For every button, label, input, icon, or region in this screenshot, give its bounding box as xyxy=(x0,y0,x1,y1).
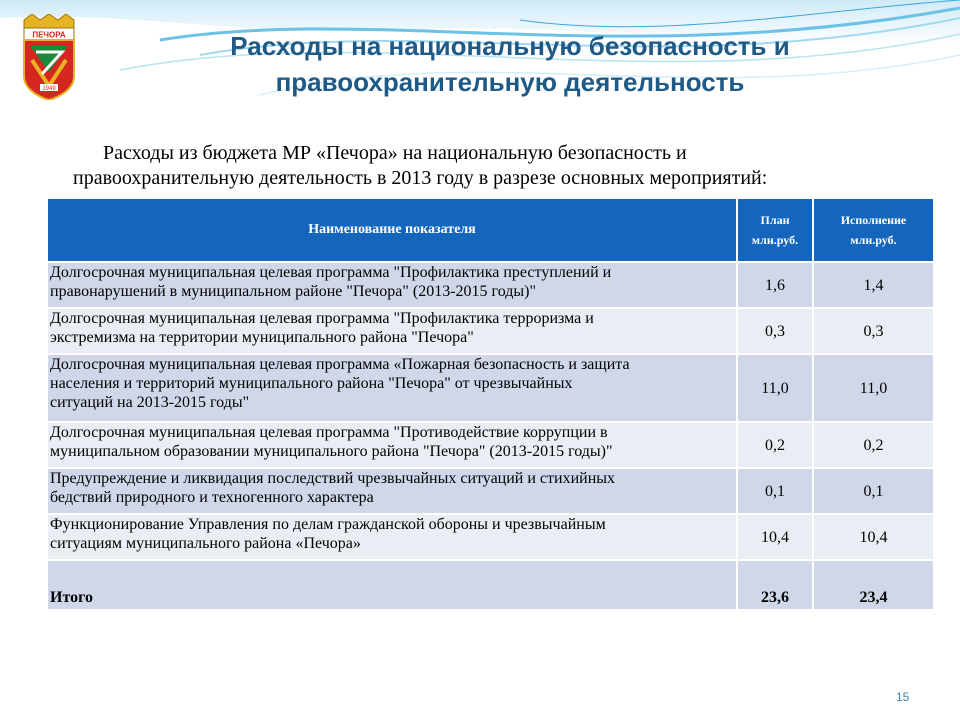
slide-title xyxy=(130,28,890,100)
table-caption-line-1: Расходы из бюджета МР «Печора» на национальную безопасность и xyxy=(103,142,687,164)
row-plan-value: 10,4 xyxy=(737,514,813,560)
slide-title-line-2: правоохранительную деятельность xyxy=(275,67,745,97)
svg-text:1949: 1949 xyxy=(42,86,56,92)
table-row xyxy=(48,514,934,560)
row-indicator-name xyxy=(48,308,737,354)
header-execution-line-1: Исполнение xyxy=(840,213,907,227)
row-indicator-name-line: Долгосрочная муниципальная целевая программа "Профилактика преступлений и xyxy=(50,264,612,281)
row-indicator-name-line: ситуациям муниципального района «Печора» xyxy=(50,535,361,552)
svg-text:ПЕЧОРА: ПЕЧОРА xyxy=(32,30,66,40)
table-header-row xyxy=(48,199,934,262)
slide-title-line-1: Расходы на национальную безопасность и xyxy=(230,31,790,61)
header-plan: План млн.руб. xyxy=(737,199,813,262)
row-plan-value: 0,3 xyxy=(737,308,813,354)
row-indicator-name xyxy=(48,468,737,514)
row-indicator-name xyxy=(48,262,737,308)
row-indicator-name-line: бедствий природного и техногенного характера xyxy=(50,489,374,506)
row-execution-value: 11,0 xyxy=(813,354,934,422)
row-indicator-name xyxy=(48,422,737,468)
row-plan-value: 11,0 xyxy=(737,354,813,422)
row-indicator-name-line: Функционирование Управления по делам гражданской обороны и чрезвычайным xyxy=(50,516,606,533)
row-indicator-name-line: Долгосрочная муниципальная целевая программа "Противодействие коррупции в xyxy=(50,424,608,441)
row-indicator-name-line: муниципальном образовании муниципального района "Печора" (2013-2015 годы)" xyxy=(50,443,613,460)
row-plan-value: 1,6 xyxy=(737,262,813,308)
row-indicator-name xyxy=(48,354,737,422)
row-indicator-name-line: экстремизма на территории муниципального района "Печора" xyxy=(50,329,474,346)
row-indicator-name-line: ситуаций на 2013-2015 годы" xyxy=(50,394,250,411)
table-caption xyxy=(60,141,930,191)
expenses-table xyxy=(48,199,935,611)
pechora-coat-of-arms-logo xyxy=(18,14,80,100)
row-execution-value: 10,4 xyxy=(813,514,934,560)
row-indicator-name-line: Предупреждение и ликвидация последствий чрезвычайных ситуаций и стихийных xyxy=(50,470,616,487)
table-caption-line-2: правоохранительную деятельность в 2013 году в разрезе основных мероприятий: xyxy=(73,167,768,189)
table-row xyxy=(48,308,934,354)
table-total-row xyxy=(48,560,934,610)
row-indicator-name-line: населения и территорий муниципального района "Печора" от чрезвычайных xyxy=(50,375,573,392)
row-plan-value: 0,2 xyxy=(737,422,813,468)
table-row xyxy=(48,262,934,308)
table-row xyxy=(48,354,934,422)
total-label: Итого xyxy=(48,560,737,610)
row-execution-value: 1,4 xyxy=(813,262,934,308)
row-execution-value: 0,2 xyxy=(813,422,934,468)
row-execution-value: 0,1 xyxy=(813,468,934,514)
header-execution-line-2: млн.руб. xyxy=(850,233,897,247)
table-body xyxy=(48,262,934,610)
total-execution-value: 23,4 xyxy=(813,560,934,610)
page-number: 15 xyxy=(896,690,910,704)
row-indicator-name-line: Долгосрочная муниципальная целевая программа "Профилактика терроризма и xyxy=(50,310,594,327)
table-row xyxy=(48,422,934,468)
row-indicator-name-line: Долгосрочная муниципальная целевая программа «Пожарная безопасность и защита xyxy=(50,356,630,373)
table-row xyxy=(48,468,934,514)
header-execution xyxy=(813,199,934,262)
total-plan-value: 23,6 xyxy=(737,560,813,610)
row-indicator-name-line: правонарушений в муниципальном районе "Печора" (2013-2015 годы)" xyxy=(50,283,536,300)
row-indicator-name xyxy=(48,514,737,560)
row-plan-value: 0,1 xyxy=(737,468,813,514)
header-indicator-name: Наименование показателя xyxy=(48,199,737,262)
row-execution-value: 0,3 xyxy=(813,308,934,354)
